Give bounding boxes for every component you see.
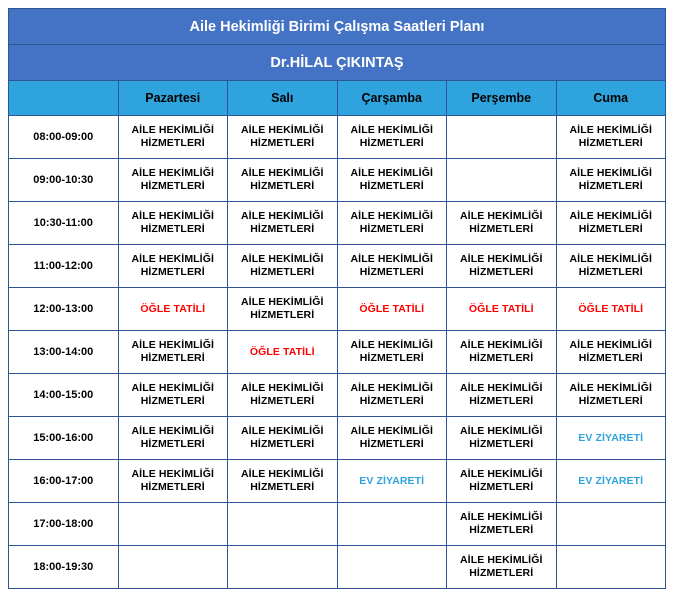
- table-row: [9, 159, 666, 202]
- slot-cell: EV ZİYARETİ: [337, 460, 447, 503]
- row-time-label: 10:30-11:00: [9, 202, 119, 245]
- slot-cell: AİLE HEKİMLİĞİ HİZMETLERİ: [447, 202, 557, 245]
- table-row: [9, 417, 666, 460]
- slot-cell: ÖĞLE TATİLİ: [228, 331, 338, 374]
- slot-cell: AİLE HEKİMLİĞİ HİZMETLERİ: [228, 159, 338, 202]
- slot-cell: AİLE HEKİMLİĞİ HİZMETLERİ: [118, 417, 228, 460]
- table-row: [9, 288, 666, 331]
- slot-cell: AİLE HEKİMLİĞİ HİZMETLERİ: [118, 116, 228, 159]
- slot-cell: [556, 503, 666, 546]
- slot-cell: [228, 503, 338, 546]
- slot-cell: AİLE HEKİMLİĞİ HİZMETLERİ: [118, 159, 228, 202]
- slot-cell: AİLE HEKİMLİĞİ HİZMETLERİ: [337, 417, 447, 460]
- table-row: [9, 245, 666, 288]
- slot-cell: AİLE HEKİMLİĞİ HİZMETLERİ: [337, 116, 447, 159]
- slot-cell: AİLE HEKİMLİĞİ HİZMETLERİ: [556, 331, 666, 374]
- slot-cell: [228, 546, 338, 589]
- slot-cell: AİLE HEKİMLİĞİ HİZMETLERİ: [228, 116, 338, 159]
- header-row: [9, 81, 666, 116]
- row-time-label: 16:00-17:00: [9, 460, 119, 503]
- slot-cell: AİLE HEKİMLİĞİ HİZMETLERİ: [228, 417, 338, 460]
- row-time-label: 15:00-16:00: [9, 417, 119, 460]
- slot-cell: AİLE HEKİMLİĞİ HİZMETLERİ: [228, 202, 338, 245]
- row-time-label: 09:00-10:30: [9, 159, 119, 202]
- slot-cell: AİLE HEKİMLİĞİ HİZMETLERİ: [228, 288, 338, 331]
- doctor-row: [9, 45, 666, 81]
- weekly-schedule-table: [8, 8, 666, 589]
- slot-cell: AİLE HEKİMLİĞİ HİZMETLERİ: [337, 159, 447, 202]
- doctor-name: Dr.HİLAL ÇIKINTAŞ: [9, 45, 666, 81]
- slot-cell: [447, 159, 557, 202]
- slot-cell: AİLE HEKİMLİĞİ HİZMETLERİ: [118, 202, 228, 245]
- row-time-label: 18:00-19:30: [9, 546, 119, 589]
- row-time-label: 13:00-14:00: [9, 331, 119, 374]
- schedule-body: [9, 9, 666, 589]
- slot-cell: AİLE HEKİMLİĞİ HİZMETLERİ: [447, 417, 557, 460]
- slot-cell: AİLE HEKİMLİĞİ HİZMETLERİ: [337, 374, 447, 417]
- slot-cell: AİLE HEKİMLİĞİ HİZMETLERİ: [556, 202, 666, 245]
- table-corner-cell: [9, 81, 119, 116]
- slot-cell: AİLE HEKİMLİĞİ HİZMETLERİ: [228, 245, 338, 288]
- slot-cell: AİLE HEKİMLİĞİ HİZMETLERİ: [118, 374, 228, 417]
- row-time-label: 08:00-09:00: [9, 116, 119, 159]
- table-row: [9, 331, 666, 374]
- slot-cell: AİLE HEKİMLİĞİ HİZMETLERİ: [447, 331, 557, 374]
- slot-cell: [447, 116, 557, 159]
- slot-cell: [337, 546, 447, 589]
- row-time-label: 11:00-12:00: [9, 245, 119, 288]
- slot-cell: [118, 503, 228, 546]
- slot-cell: ÖĞLE TATİLİ: [118, 288, 228, 331]
- slot-cell: ÖĞLE TATİLİ: [337, 288, 447, 331]
- slot-cell: [118, 546, 228, 589]
- page-title: Aile Hekimliği Birimi Çalışma Saatleri Planı: [9, 9, 666, 45]
- slot-cell: AİLE HEKİMLİĞİ HİZMETLERİ: [447, 503, 557, 546]
- table-row: [9, 374, 666, 417]
- slot-cell: [337, 503, 447, 546]
- slot-cell: ÖĞLE TATİLİ: [447, 288, 557, 331]
- slot-cell: EV ZİYARETİ: [556, 460, 666, 503]
- slot-cell: AİLE HEKİMLİĞİ HİZMETLERİ: [556, 374, 666, 417]
- slot-cell: [556, 546, 666, 589]
- row-time-label: 14:00-15:00: [9, 374, 119, 417]
- slot-cell: AİLE HEKİMLİĞİ HİZMETLERİ: [447, 546, 557, 589]
- slot-cell: AİLE HEKİMLİĞİ HİZMETLERİ: [228, 374, 338, 417]
- slot-cell: AİLE HEKİMLİĞİ HİZMETLERİ: [447, 460, 557, 503]
- column-header-cuma: Cuma: [556, 81, 666, 116]
- column-header-pazartesi: Pazartesi: [118, 81, 228, 116]
- row-time-label: 12:00-13:00: [9, 288, 119, 331]
- column-header-persembe: Perşembe: [447, 81, 557, 116]
- slot-cell: AİLE HEKİMLİĞİ HİZMETLERİ: [337, 245, 447, 288]
- table-row: [9, 546, 666, 589]
- slot-cell: AİLE HEKİMLİĞİ HİZMETLERİ: [337, 331, 447, 374]
- slot-cell: AİLE HEKİMLİĞİ HİZMETLERİ: [556, 245, 666, 288]
- table-row: [9, 503, 666, 546]
- table-row: [9, 116, 666, 159]
- column-header-carsamba: Çarşamba: [337, 81, 447, 116]
- slot-cell: AİLE HEKİMLİĞİ HİZMETLERİ: [228, 460, 338, 503]
- slot-cell: AİLE HEKİMLİĞİ HİZMETLERİ: [447, 374, 557, 417]
- slot-cell: AİLE HEKİMLİĞİ HİZMETLERİ: [337, 202, 447, 245]
- slot-cell: AİLE HEKİMLİĞİ HİZMETLERİ: [556, 159, 666, 202]
- slot-cell: EV ZİYARETİ: [556, 417, 666, 460]
- row-time-label: 17:00-18:00: [9, 503, 119, 546]
- slot-cell: ÖĞLE TATİLİ: [556, 288, 666, 331]
- slot-cell: AİLE HEKİMLİĞİ HİZMETLERİ: [118, 245, 228, 288]
- slot-cell: AİLE HEKİMLİĞİ HİZMETLERİ: [447, 245, 557, 288]
- slot-cell: AİLE HEKİMLİĞİ HİZMETLERİ: [118, 460, 228, 503]
- table-row: [9, 202, 666, 245]
- title-row: [9, 9, 666, 45]
- slot-cell: AİLE HEKİMLİĞİ HİZMETLERİ: [556, 116, 666, 159]
- slot-cell: AİLE HEKİMLİĞİ HİZMETLERİ: [118, 331, 228, 374]
- table-row: [9, 460, 666, 503]
- column-header-sali: Salı: [228, 81, 338, 116]
